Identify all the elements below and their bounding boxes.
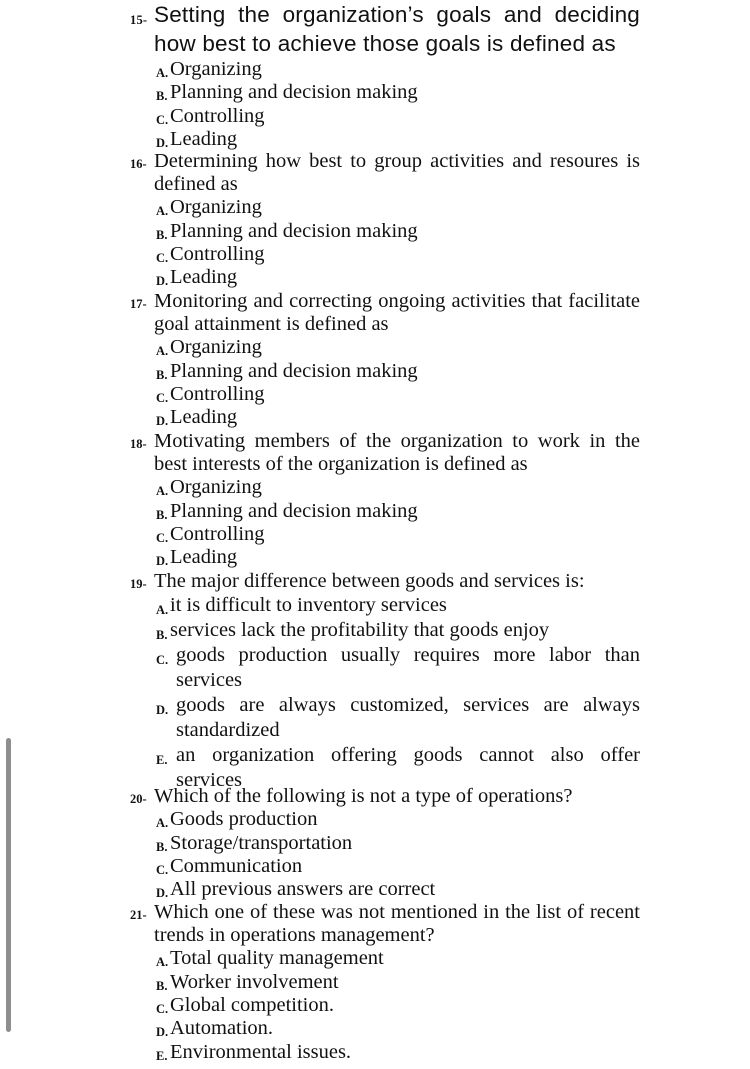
- option-letter: E.: [156, 1048, 168, 1063]
- option-b: [156, 220, 640, 243]
- option-letter: C.: [156, 862, 169, 877]
- option-text: services lack the profitability that goods enjoy: [170, 618, 550, 641]
- option-text: Organizing: [170, 476, 262, 499]
- option-text: Storage/transportation: [170, 831, 353, 854]
- option-letter: A.: [156, 816, 169, 831]
- option-letter: B.: [156, 89, 168, 104]
- question-number: 20-: [130, 792, 147, 806]
- question-text: Monitoring and correcting ongoing activities that facilitate goal attainment is defined as: [154, 290, 640, 336]
- option-letter: B.: [156, 627, 168, 642]
- option-letter: D.: [156, 886, 169, 901]
- question-stem: [130, 290, 640, 336]
- option-text: an organization offering goods cannot also offer services: [176, 744, 640, 791]
- options-list: [130, 947, 640, 1063]
- option-c: [156, 243, 640, 266]
- question-20: [130, 785, 640, 901]
- option-c: [156, 105, 640, 128]
- option-text: Controlling: [170, 104, 265, 127]
- option-a: [156, 196, 640, 219]
- options-list: [130, 808, 640, 901]
- option-d: [156, 406, 640, 429]
- option-text: goods production usually requires more labor than services: [176, 644, 640, 691]
- option-text: goods are always customized, services are always standardized: [176, 694, 640, 741]
- option-c: [156, 523, 640, 546]
- option-text: Leading: [170, 127, 238, 150]
- option-b: [156, 81, 640, 104]
- option-d: [156, 546, 640, 569]
- question-text: Which one of these was not mentioned in the list of recent trends in operations management?: [154, 901, 640, 947]
- option-letter: C.: [156, 251, 169, 265]
- option-text: Planning and decision making: [170, 81, 418, 104]
- question-number: 16-: [130, 157, 147, 171]
- option-text: Planning and decision making: [170, 359, 418, 382]
- option-letter: B.: [156, 507, 168, 522]
- option-text: it is difficult to inventory services: [170, 594, 447, 617]
- option-letter: D.: [156, 414, 169, 429]
- option-text: Environmental issues.: [170, 1040, 352, 1063]
- option-d: [156, 693, 640, 742]
- question-text: Motivating members of the organization to work in the best interests of the organization is defined as: [154, 430, 640, 476]
- option-a: [156, 336, 640, 359]
- option-letter: C.: [156, 1002, 169, 1016]
- option-text: All previous answers are correct: [170, 878, 436, 901]
- option-text: Controlling: [170, 523, 265, 545]
- option-text: Total quality management: [170, 947, 384, 970]
- option-text: Communication: [170, 854, 303, 877]
- question-stem: [130, 901, 640, 947]
- option-c: [156, 643, 640, 692]
- option-text: Automation.: [170, 1017, 274, 1040]
- option-d: [156, 878, 640, 901]
- option-letter: A.: [156, 955, 169, 970]
- option-letter: C.: [156, 112, 169, 127]
- option-letter: D.: [156, 1025, 169, 1040]
- option-letter: B.: [156, 978, 168, 993]
- option-c: [156, 383, 640, 406]
- options-list: [130, 58, 640, 151]
- option-text: Planning and decision making: [170, 499, 418, 522]
- option-letter: D.: [156, 703, 169, 718]
- question-number: 17-: [130, 297, 147, 311]
- options-list: [130, 593, 640, 792]
- option-letter: A.: [156, 484, 169, 499]
- option-text: Leading: [170, 546, 238, 569]
- question-stem: [130, 430, 640, 476]
- question-text: The major difference between goods and services is:: [154, 570, 585, 592]
- option-a: [156, 947, 640, 970]
- option-letter: D.: [156, 554, 169, 569]
- question-number: 18-: [130, 437, 147, 451]
- question-21: [130, 901, 640, 1064]
- options-list: [130, 196, 640, 289]
- option-text: Controlling: [170, 243, 265, 265]
- question-15: [130, 0, 640, 151]
- option-a: [156, 808, 640, 831]
- option-letter: B.: [156, 227, 168, 242]
- option-text: Planning and decision making: [170, 219, 418, 242]
- option-letter: E.: [156, 753, 168, 768]
- option-text: Organizing: [170, 58, 262, 80]
- question-stem: [130, 0, 640, 58]
- question-number: 19-: [130, 577, 147, 591]
- option-d: [156, 128, 640, 151]
- question-number: 15-: [130, 13, 148, 27]
- option-text: Leading: [170, 406, 238, 429]
- option-b: [156, 360, 640, 383]
- option-b: [156, 500, 640, 523]
- options-list: [130, 476, 640, 569]
- question-17: [130, 290, 640, 430]
- option-text: Global competition.: [170, 994, 334, 1016]
- option-letter: C.: [156, 653, 169, 668]
- option-c: [156, 994, 640, 1017]
- question-19: [130, 570, 640, 792]
- option-letter: D.: [156, 135, 169, 150]
- option-letter: B.: [156, 367, 168, 382]
- option-a: [156, 58, 640, 81]
- option-letter: C.: [156, 531, 169, 545]
- option-d: [156, 1017, 640, 1040]
- option-letter: B.: [156, 839, 168, 854]
- option-letter: A.: [156, 66, 169, 80]
- question-16: [130, 150, 640, 290]
- option-letter: C.: [156, 391, 169, 405]
- option-b: [156, 832, 640, 855]
- options-list: [130, 336, 640, 429]
- question-number: 21-: [130, 908, 147, 922]
- option-d: [156, 266, 640, 289]
- option-text: Organizing: [170, 336, 262, 359]
- question-text: Determining how best to group activities and resoures is defined as: [154, 150, 640, 196]
- option-text: Goods production: [170, 808, 318, 831]
- scrollbar[interactable]: [6, 738, 11, 1032]
- option-c: [156, 855, 640, 878]
- question-stem: [130, 570, 640, 593]
- option-a: [156, 476, 640, 499]
- option-b: [156, 618, 640, 643]
- option-text: Controlling: [170, 383, 265, 405]
- option-a: [156, 593, 640, 618]
- option-text: Worker involvement: [170, 970, 339, 993]
- question-stem: [130, 150, 640, 196]
- option-text: Organizing: [170, 196, 262, 219]
- option-text: Leading: [170, 266, 238, 289]
- option-letter: A.: [156, 603, 169, 618]
- option-e: [156, 1041, 640, 1064]
- question-18: [130, 430, 640, 570]
- option-letter: A.: [156, 204, 169, 219]
- question-text: Setting the organization’s goals and deciding how best to achieve those goals is defined as: [154, 2, 640, 56]
- question-stem: [130, 785, 640, 808]
- option-letter: D.: [156, 274, 169, 289]
- question-text: Which of the following is not a type of operations?: [154, 785, 573, 807]
- option-b: [156, 971, 640, 994]
- option-letter: A.: [156, 344, 169, 359]
